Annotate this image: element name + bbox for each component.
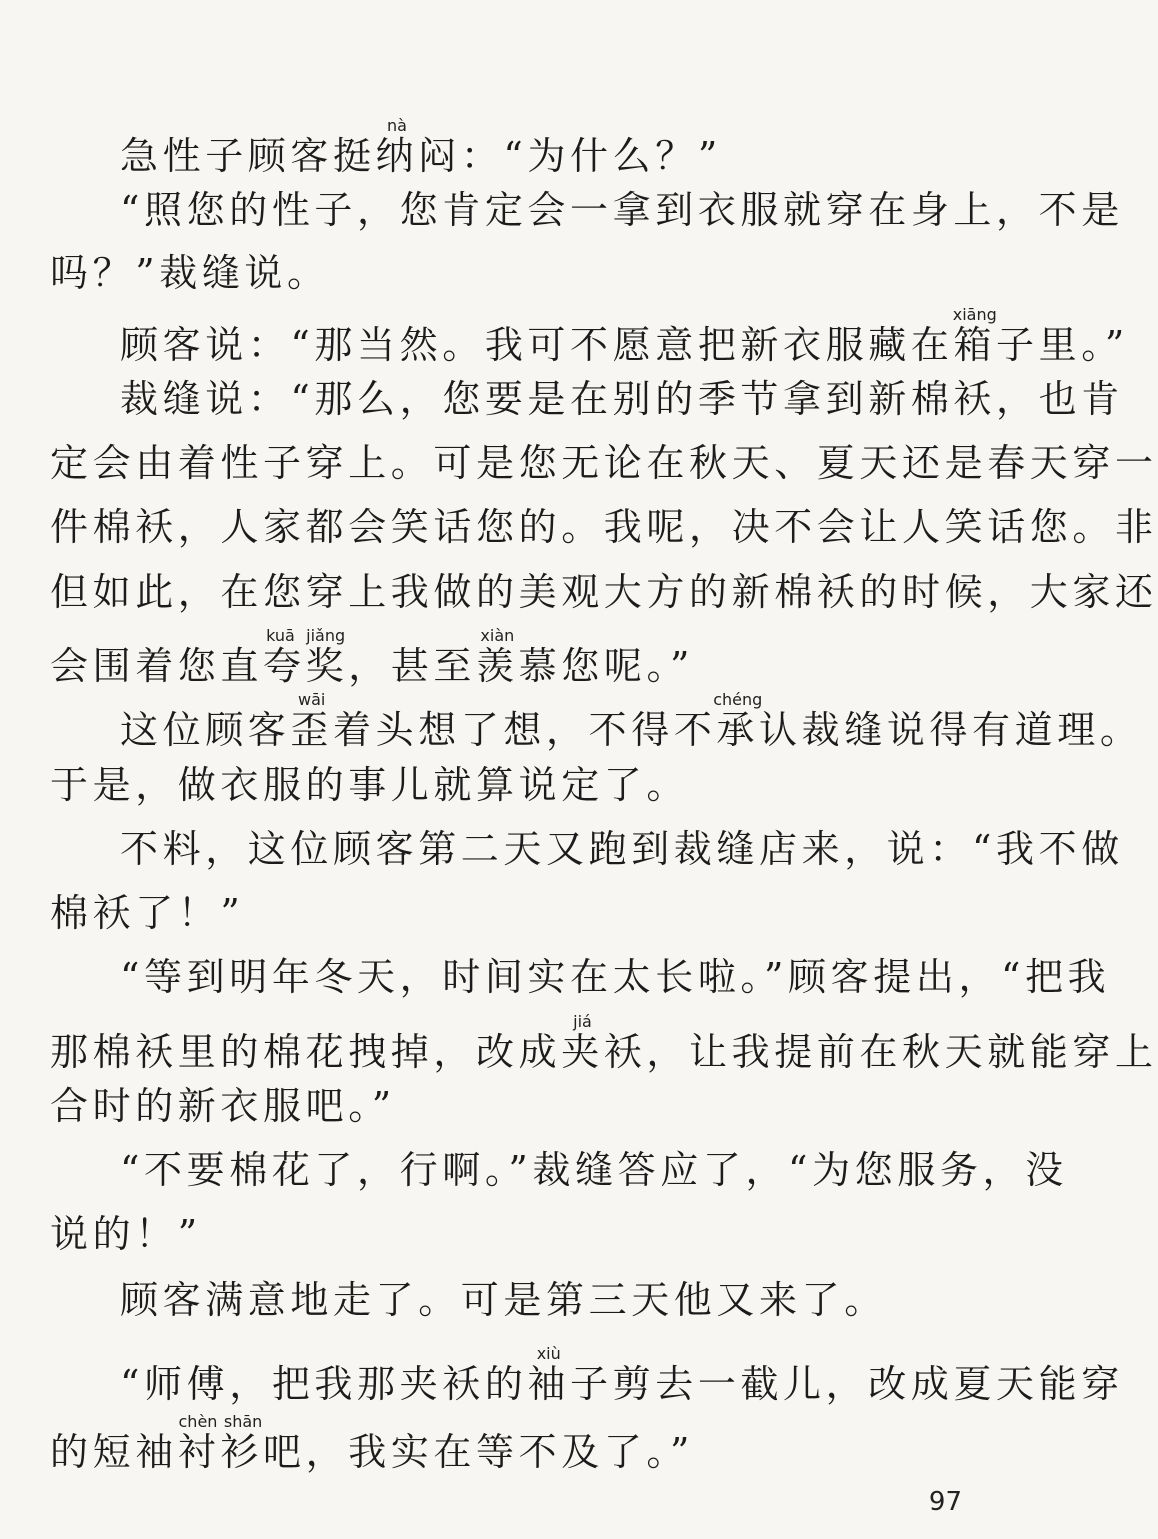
pinyin-annotation: nà — [375, 116, 419, 135]
text-line-20: “师傅，把我那夹袄的袖xiù子剪去一截儿，改成夏天能穿 — [120, 1344, 1124, 1406]
text-line-19: 顾客满意地走了。可是第三天他又来了。 — [120, 1278, 887, 1322]
pinyin-annotation: chèn shān — [177, 1412, 264, 1431]
text-line-1: 急性子顾客挺纳nà闷：“为什么？” — [120, 116, 722, 178]
text-line-11: 于是，做衣服的事儿就算说定了。 — [50, 763, 690, 807]
text-line-10: 这位顾客歪wāi着头想了想，不得不承chéng认裁缝说得有道理。 — [120, 690, 1143, 752]
text-line-15: 那棉袄里的棉花拽掉，改成夹jiá袄，让我提前在秋天就能穿上 — [50, 1012, 1158, 1074]
page-number: 97 — [928, 1487, 962, 1517]
text-line-14: “等到明年冬天，时间实在太长啦。”顾客提出，“把我 — [120, 955, 1111, 999]
text-line-7: 件棉袄，人家都会笑话您的。我呢，决不会让人笑话您。非 — [50, 505, 1158, 549]
text-line-18: 说的！” — [50, 1212, 202, 1256]
text-line-9: 会围着您直夸奖kuā jiǎng，甚至羡xiàn慕您呢。” — [50, 626, 695, 688]
text-line-21: 的短袖衬衫chèn shān吧，我实在等不及了。” — [50, 1412, 695, 1474]
pinyin-annotation: chéng — [713, 690, 763, 709]
annotated-word: 承chéng — [713, 690, 763, 752]
pinyin-annotation: xiàn — [476, 626, 519, 645]
annotated-word: 歪wāi — [290, 690, 334, 752]
text-line-13: 棉袄了！” — [50, 891, 245, 935]
pinyin-annotation: wāi — [290, 690, 333, 709]
annotated-word: 夹jiá — [561, 1012, 604, 1074]
text-line-12: 不料，这位顾客第二天又跑到裁缝店来，说：“我不做 — [120, 827, 1124, 871]
text-line-17: “不要棉花了，行啊。”裁缝答应了，“为您服务，没 — [120, 1148, 1068, 1192]
annotated-word: 箱xiāng — [952, 305, 997, 367]
pinyin-annotation: kuā jiǎng — [263, 626, 349, 645]
text-line-5: 裁缝说：“那么，您要是在别的季节拿到新棉袄，也肯 — [120, 377, 1124, 421]
pinyin-annotation: xiāng — [952, 305, 997, 324]
annotated-word: 羡xiàn — [476, 626, 519, 688]
annotated-word: 夸奖kuā jiǎng — [263, 626, 349, 688]
text-line-8: 但如此，在您穿上我做的美观大方的新棉袄的时候，大家还 — [50, 570, 1158, 614]
text-line-2: “照您的性子，您肯定会一拿到衣服就穿在身上，不是 — [120, 188, 1124, 232]
annotated-word: 衬衫chèn shān — [177, 1412, 264, 1474]
pinyin-annotation: jiá — [561, 1012, 604, 1031]
annotated-word: 袖xiù — [527, 1344, 571, 1406]
annotated-word: 纳nà — [375, 116, 419, 178]
pinyin-annotation: xiù — [527, 1344, 571, 1363]
text-line-16: 合时的新衣服吧。” — [50, 1084, 396, 1128]
text-line-6: 定会由着性子穿上。可是您无论在秋天、夏天还是春天穿一 — [50, 441, 1158, 485]
text-line-3: 吗？”裁缝说。 — [50, 251, 330, 295]
text-line-4: 顾客说：“那当然。我可不愿意把新衣服藏在箱xiāng子里。” — [120, 305, 1129, 367]
